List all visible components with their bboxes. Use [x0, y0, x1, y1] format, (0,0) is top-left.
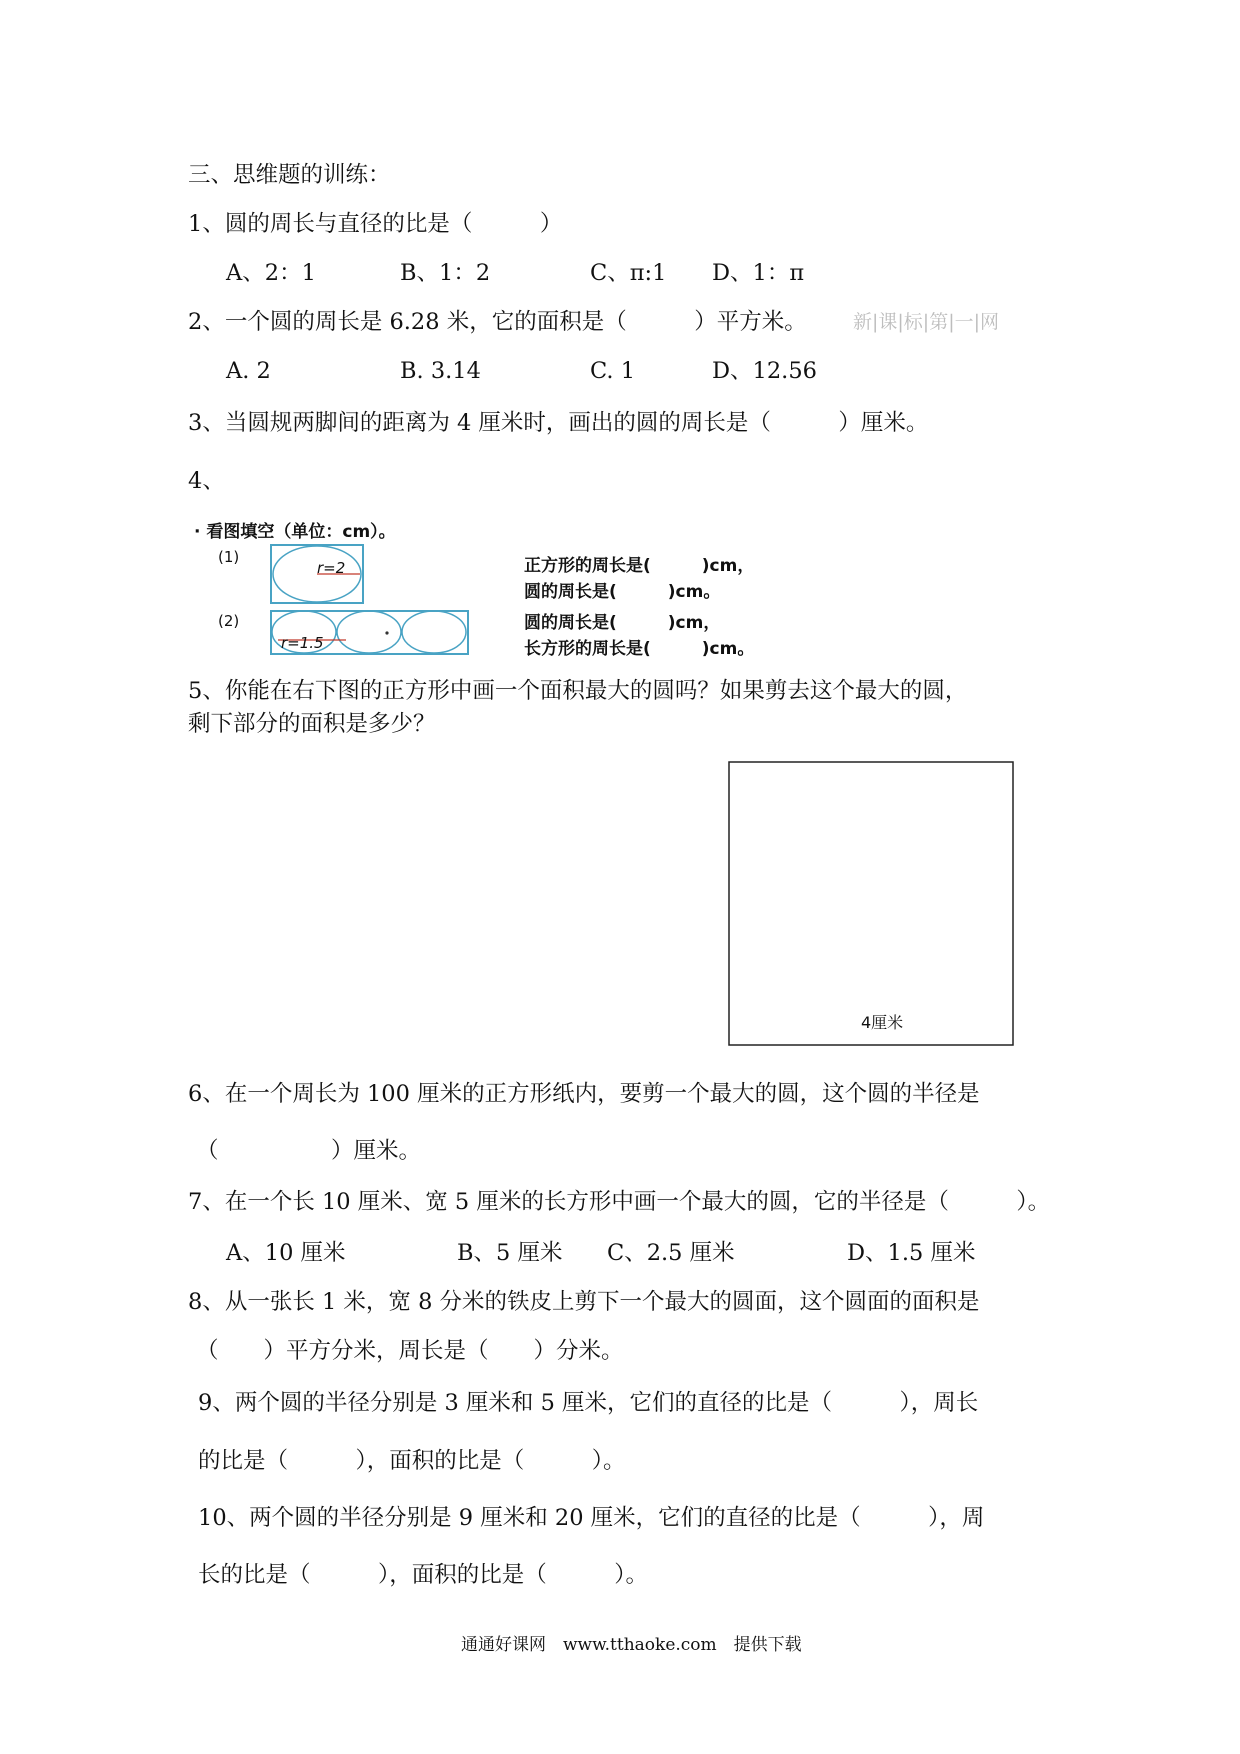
question-6-line2: （ ）厘米。 [196, 1138, 422, 1164]
question-6-line1: 6、在一个周长为 100 厘米的正方形纸内，要剪一个最大的圆，这个圆的半径是 [188, 1081, 980, 1107]
figure-part1-line1: 正方形的周长是( )cm， [524, 556, 755, 576]
q1-option-a: A、2：1 [226, 260, 316, 286]
question-4-number: 4、 [188, 468, 225, 494]
figure-part2-line2: 长方形的周长是( )cm。 [524, 639, 755, 659]
section-title: 三、思维题的训练： [188, 162, 391, 188]
watermark-text: 新|课|标|第|一|网 [853, 311, 1000, 333]
q2-option-b: B. 3.14 [400, 358, 481, 384]
q7-option-d: D、1.5 厘米 [847, 1240, 976, 1266]
question-7: 7、在一个长 10 厘米、宽 5 厘米的长方形中画一个最大的圆，它的半径是（ ）。 [188, 1189, 1051, 1215]
figure-part2-line1: 圆的周长是( )cm， [524, 613, 721, 633]
fig2-circle-2 [337, 611, 401, 653]
q1-option-d: D、1：π [712, 260, 805, 286]
question-5-line2: 剩下部分的面积是多少？ [188, 711, 436, 737]
q7-option-c: C、2.5 厘米 [607, 1240, 735, 1266]
q5-square-label: 4厘米 [861, 1013, 904, 1032]
question-5-line1: 5、你能在右下图的正方形中画一个面积最大的圆吗？如果剪去这个最大的圆， [188, 678, 968, 704]
footer-credit: 通通好课网 www.tthaoke.com 提供下载 [461, 1635, 802, 1655]
q7-option-b: B、5 厘米 [457, 1240, 563, 1266]
q5-square [729, 762, 1013, 1045]
q2-option-d: D、12.56 [712, 358, 817, 384]
figure-part1-radius: r=2 [317, 559, 346, 577]
q1-option-b: B、1：2 [400, 260, 491, 286]
figure-part1-line2: 圆的周长是( )cm。 [524, 582, 721, 602]
question-8-line1: 8、从一张长 1 米，宽 8 分米的铁皮上剪下一个最大的圆面，这个圆面的面积是 [188, 1289, 980, 1315]
q2-option-c: C. 1 [590, 358, 636, 384]
question-2: 2、一个圆的周长是 6.28 米，它的面积是（ ）平方米。 [188, 309, 807, 335]
q2-option-a: A. 2 [226, 358, 271, 384]
question-8-line2: （ ）平方分米，周长是（ ）分米。 [196, 1338, 624, 1364]
figure-part2-radius: r=1.5 [281, 634, 324, 652]
figure-part1-number: (1) [218, 548, 240, 566]
question-3: 3、当圆规两脚间的距离为 4 厘米时，画出的圆的周长是（ ）厘米。 [188, 410, 929, 436]
question-9-line2: 的比是（ ），面积的比是（ ）。 [198, 1448, 626, 1474]
question-10-line2: 长的比是（ ），面积的比是（ ）。 [198, 1562, 649, 1588]
q1-option-c: C、π:1 [590, 260, 667, 286]
fig2-center-dot [385, 631, 388, 634]
figure-title: · 看图填空（单位：cm）。 [194, 522, 396, 542]
q7-option-a: A、10 厘米 [226, 1240, 346, 1266]
question-10-line1: 10、两个圆的半径分别是 9 厘米和 20 厘米，它们的直径的比是（ ），周 [198, 1505, 985, 1531]
question-1: 1、圆的周长与直径的比是（ ） [188, 211, 563, 237]
fig2-circle-3 [402, 611, 466, 653]
question-9-line1: 9、两个圆的半径分别是 3 厘米和 5 厘米，它们的直径的比是（ ），周长 [198, 1390, 979, 1416]
figure-part2-number: (2) [218, 612, 240, 630]
